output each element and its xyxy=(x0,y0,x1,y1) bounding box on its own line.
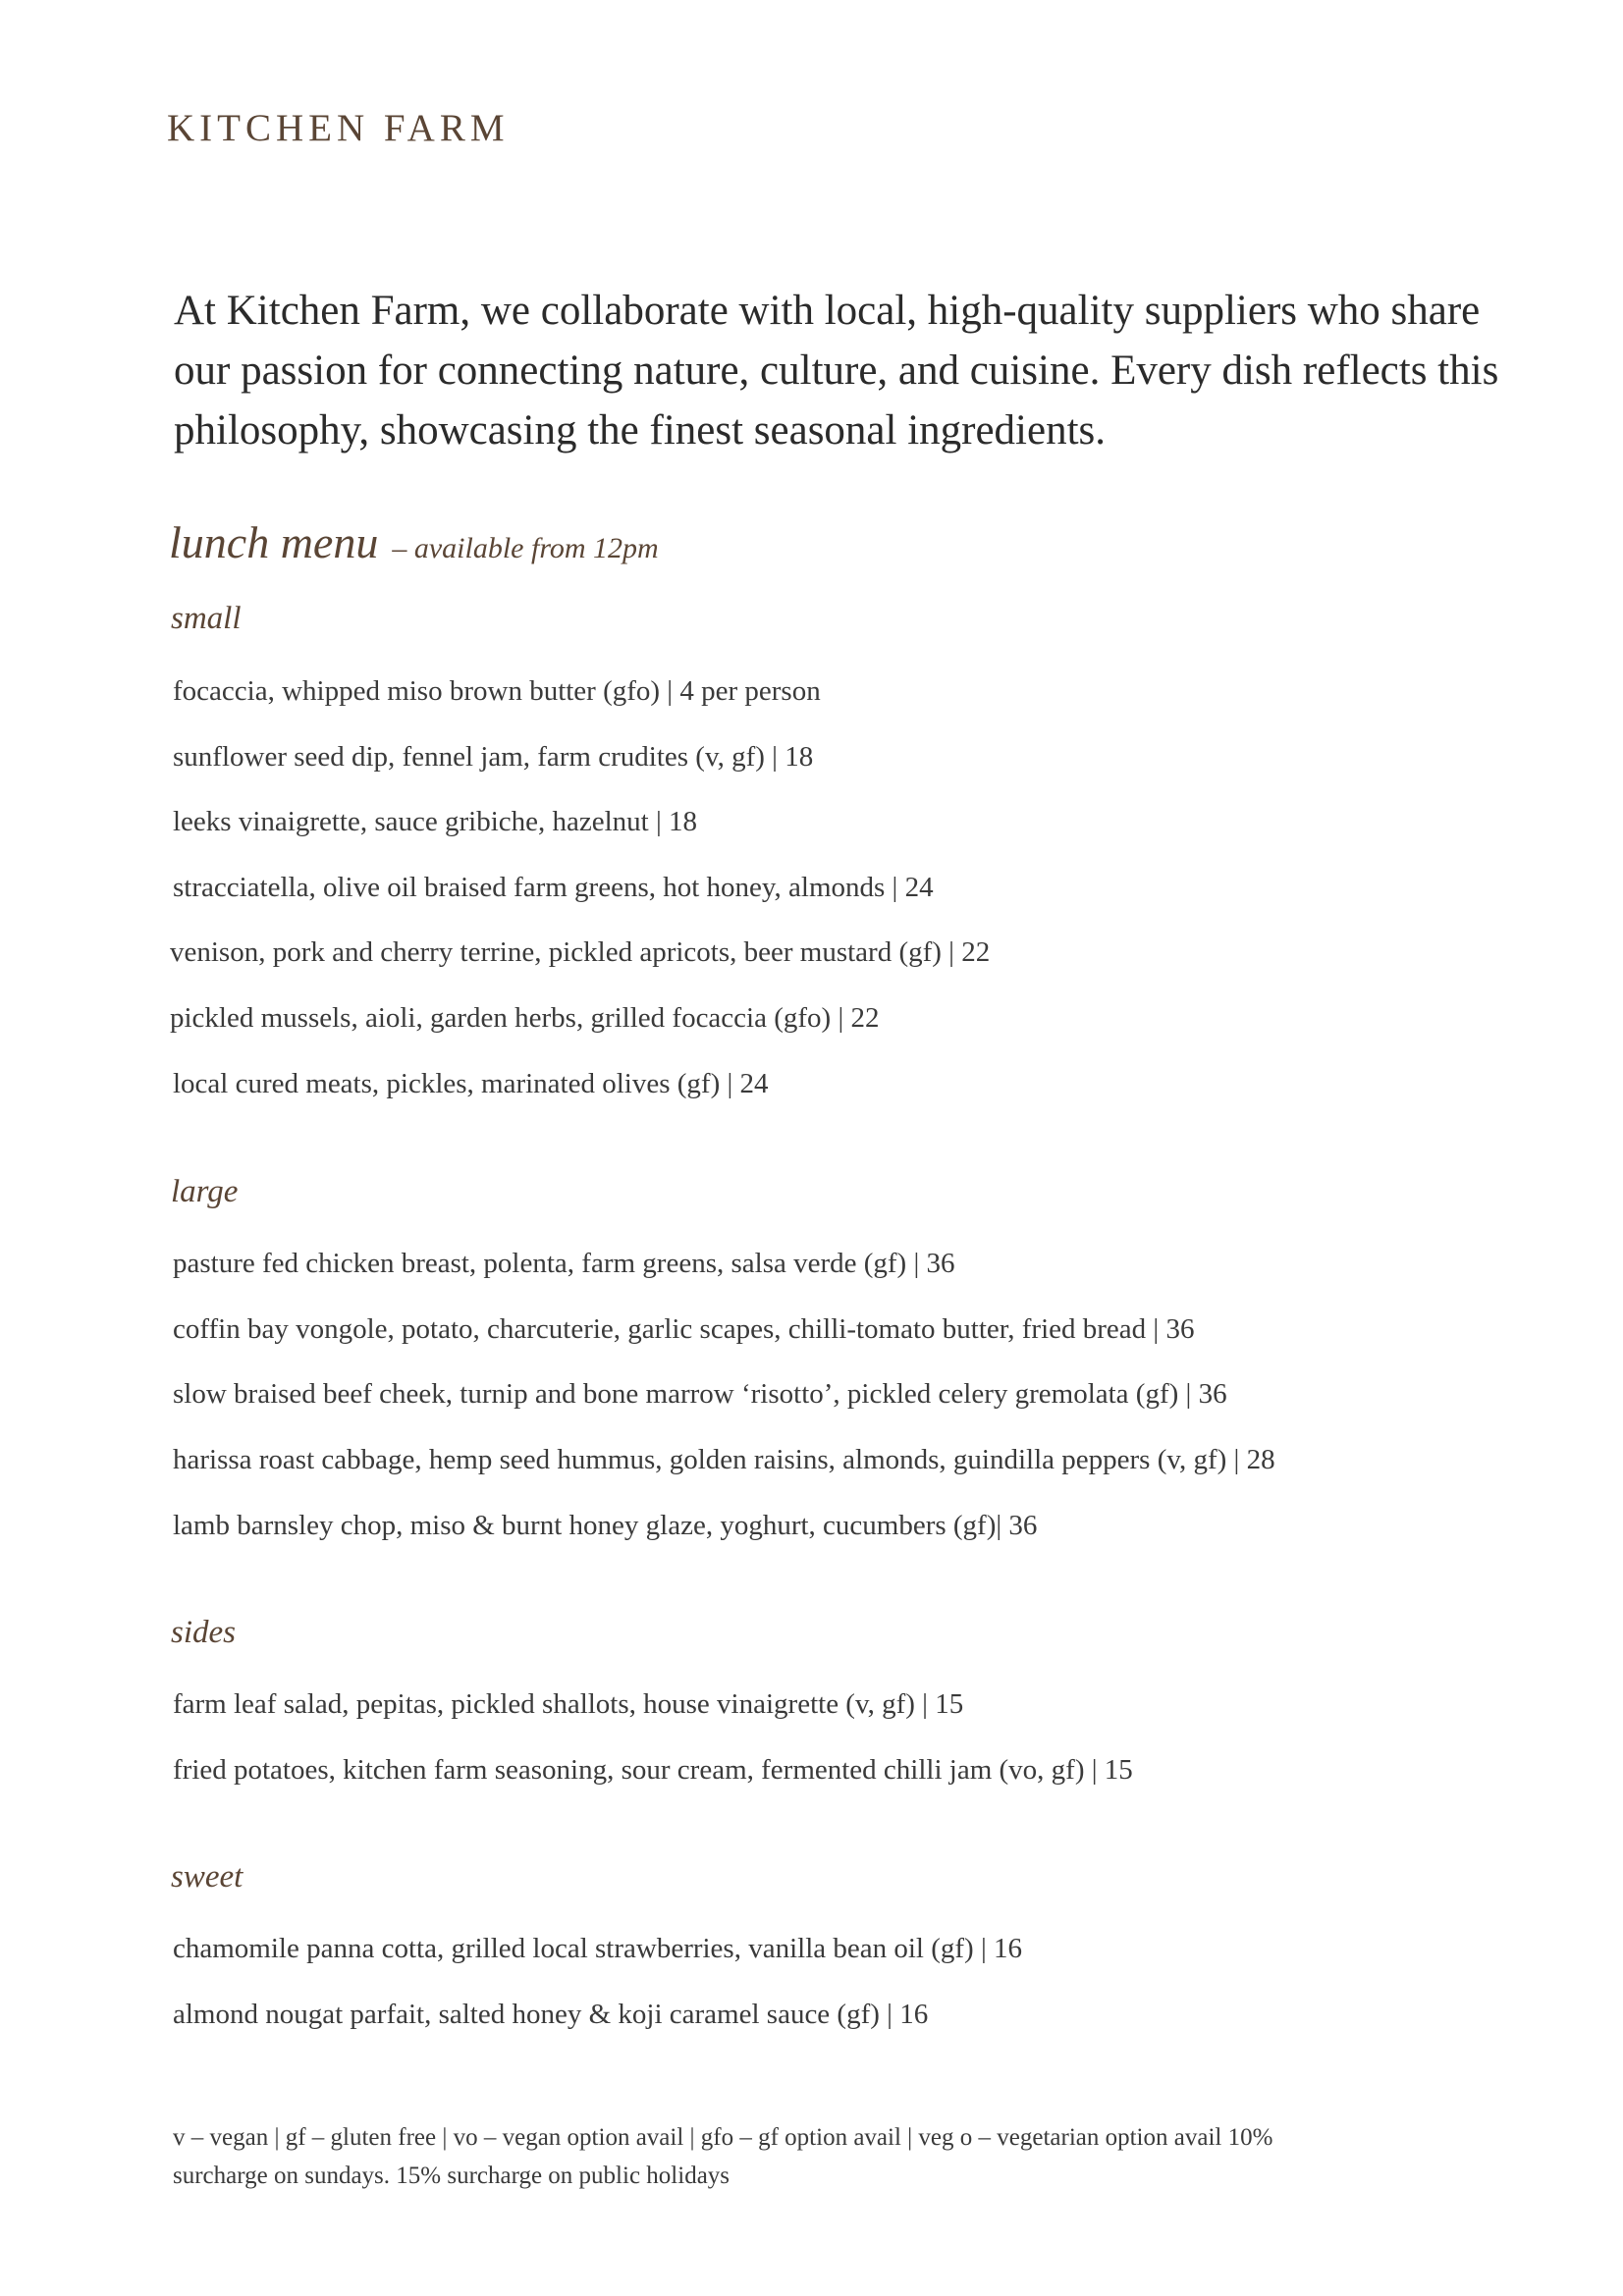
brand-logo: KITCHEN FARM xyxy=(167,107,510,149)
menu-item: sunflower seed dip, fennel jam, farm crudites (v, gf) | 18 xyxy=(173,741,814,773)
menu-item: harissa roast cabbage, hemp seed hummus, golden raisins, almonds, guindilla peppers (v, gf) | 28 xyxy=(173,1444,1275,1475)
intro-text: At Kitchen Farm, we collaborate with local, high-quality suppliers who share our passion for connecting nature, culture, and cuisine. Every dish reflects this philosophy, showcasing the finest seasonal ingredients. xyxy=(174,288,1499,454)
menu-item: fried potatoes, kitchen farm seasoning, sour cream, fermented chilli jam (vo, gf) | 15 xyxy=(173,1754,1133,1786)
menu-title-subtitle: – available from 12pm xyxy=(392,532,659,564)
section-heading-sweet: sweet xyxy=(171,1859,243,1895)
menu-item: venison, pork and cherry terrine, pickled apricots, beer mustard (gf) | 22 xyxy=(170,936,991,968)
menu-title xyxy=(169,516,659,568)
menu-title-main: lunch menu xyxy=(169,517,379,567)
section-heading-large: large xyxy=(171,1174,239,1209)
footer-notes xyxy=(173,2118,1449,2195)
menu-item: lamb barnsley chop, miso & burnt honey glaze, yoghurt, cucumbers (gf)| 36 xyxy=(173,1510,1038,1541)
menu-item: leeks vinaigrette, sauce gribiche, hazelnut | 18 xyxy=(173,806,698,837)
menu-item: pasture fed chicken breast, polenta, farm greens, salsa verde (gf) | 36 xyxy=(173,1248,955,1279)
menu-item: pickled mussels, aioli, garden herbs, grilled focaccia (gfo) | 22 xyxy=(170,1002,880,1034)
menu-item: almond nougat parfait, salted honey & koji caramel sauce (gf) | 16 xyxy=(173,1999,929,2030)
menu-item: farm leaf salad, pepitas, pickled shallots, house vinaigrette (v, gf) | 15 xyxy=(173,1688,964,1720)
footer-line-1: v – vegan | gf – gluten free | vo – vegan option avail | gfo – gf option avail | veg o – vegetarian option avail 10% xyxy=(173,2124,1273,2151)
menu-item: chamomile panna cotta, grilled local strawberries, vanilla bean oil (gf) | 16 xyxy=(173,1933,1023,1964)
menu-item: local cured meats, pickles, marinated olives (gf) | 24 xyxy=(173,1068,769,1099)
menu-item: stracciatella, olive oil braised farm greens, hot honey, almonds | 24 xyxy=(173,872,934,903)
menu-item: slow braised beef cheek, turnip and bone marrow ‘risotto’, pickled celery gremolata (gf) | 36 xyxy=(173,1378,1227,1410)
section-heading-small: small xyxy=(171,601,242,636)
menu-item: focaccia, whipped miso brown butter (gfo) | 4 per person xyxy=(173,675,821,707)
section-heading-sides: sides xyxy=(171,1615,236,1650)
menu-item: coffin bay vongole, potato, charcuterie, garlic scapes, chilli-tomato butter, fried bread | 36 xyxy=(173,1313,1195,1345)
footer-line-2: surcharge on sundays. 15% surcharge on public holidays xyxy=(173,2163,730,2189)
